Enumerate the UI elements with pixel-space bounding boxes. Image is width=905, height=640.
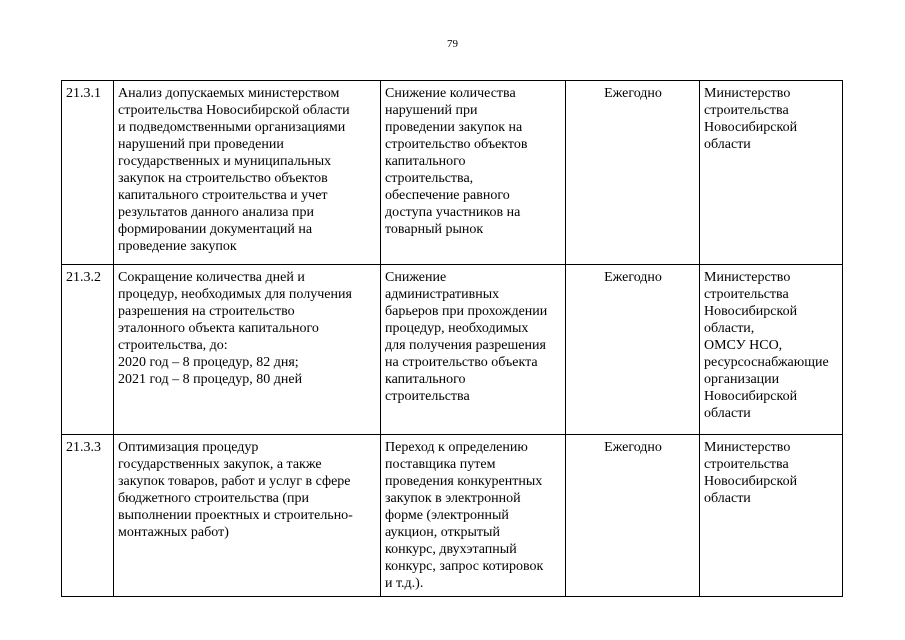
expected-result-line: конкурс, двухэтапный — [385, 542, 517, 557]
expected-result-line: строительства, — [385, 171, 474, 186]
responsible-party-line: области — [704, 491, 751, 506]
expected-result-line: на строительство объекта — [385, 355, 538, 370]
action-description-line: закупок товаров, работ и услуг в сфере — [118, 474, 351, 489]
table-row — [62, 265, 843, 435]
responsible-party-line: области, — [704, 321, 755, 336]
responsible-party-line: Министерство — [704, 270, 791, 285]
execution-term: Ежегодно — [566, 265, 700, 435]
expected-result-line: Снижение количества — [385, 86, 516, 101]
expected-result — [381, 435, 566, 597]
action-description — [114, 435, 381, 597]
responsible-party-line: строительства — [704, 103, 789, 118]
execution-term: Ежегодно — [566, 81, 700, 265]
expected-result-line: и т.д.). — [385, 576, 424, 591]
action-description-line: проведение закупок — [118, 239, 237, 254]
responsible-party-line: ресурсоснабжающие — [704, 355, 829, 370]
action-description-line: 2021 год – 8 процедур, 80 дней — [118, 372, 303, 387]
action-description-line: Анализ допускаемых министерством — [118, 86, 340, 101]
expected-result-line: процедур, необходимых — [385, 321, 529, 336]
action-description-line: и подведомственными организациями — [118, 120, 346, 135]
expected-result-line: поставщика путем — [385, 457, 496, 472]
table-row — [62, 435, 843, 597]
action-description-line: процедур, необходимых для получения — [118, 287, 352, 302]
expected-result-line: закупок в электронной — [385, 491, 521, 506]
action-description-line: государственных закупок, а также — [118, 457, 322, 472]
expected-result-line: проведении закупок на — [385, 120, 523, 135]
page-number: 79 — [447, 38, 458, 50]
measures-table — [61, 80, 843, 597]
responsible-party-line: организации — [704, 372, 780, 387]
responsible-party-line: области — [704, 137, 751, 152]
responsible-party-line: строительства — [704, 457, 789, 472]
expected-result-line: конкурс, запрос котировок — [385, 559, 544, 574]
expected-result-line: капитального — [385, 154, 466, 169]
action-description-line: строительства, до: — [118, 338, 228, 353]
item-number: 21.3.3 — [62, 435, 114, 597]
action-description-line: бюджетного строительства (при — [118, 491, 310, 506]
responsible-party-line: Новосибирской — [704, 120, 798, 135]
action-description-line: эталонного объекта капитального — [118, 321, 319, 336]
action-description-line: нарушений при проведении — [118, 137, 284, 152]
action-description-line: формировании документаций на — [118, 222, 313, 237]
expected-result-line: аукцион, открытый — [385, 525, 500, 540]
item-number: 21.3.1 — [62, 81, 114, 265]
action-description-line: Сокращение количества дней и — [118, 270, 305, 285]
responsible-party-line: Новосибирской — [704, 389, 798, 404]
expected-result-line: проведения конкурентных — [385, 474, 543, 489]
responsible-party-line: Новосибирской — [704, 474, 798, 489]
action-description-line: монтажных работ) — [118, 525, 229, 540]
responsible-party-line: Новосибирской — [704, 304, 798, 319]
responsible-party-line: ОМСУ НСО, — [704, 338, 783, 353]
action-description — [114, 81, 381, 265]
expected-result-line: Снижение — [385, 270, 447, 285]
expected-result — [381, 265, 566, 435]
table-row — [62, 81, 843, 265]
action-description-line: государственных и муниципальных — [118, 154, 332, 169]
action-description-line: Оптимизация процедур — [118, 440, 259, 455]
expected-result-line: строительство объектов — [385, 137, 528, 152]
expected-result-line: строительства — [385, 389, 470, 404]
expected-result-line: форме (электронный — [385, 508, 509, 523]
expected-result-line: административных — [385, 287, 500, 302]
action-description-line: капитального строительства и учет — [118, 188, 328, 203]
expected-result — [381, 81, 566, 265]
expected-result-line: капитального — [385, 372, 466, 387]
responsible-party-line: Министерство — [704, 440, 791, 455]
action-description-line: выполнении проектных и строительно- — [118, 508, 353, 523]
expected-result-line: товарный рынок — [385, 222, 484, 237]
responsible-party — [700, 435, 843, 597]
responsible-party — [700, 265, 843, 435]
expected-result-line: барьеров при прохождении — [385, 304, 548, 319]
action-description — [114, 265, 381, 435]
responsible-party — [700, 81, 843, 265]
expected-result-line: для получения разрешения — [385, 338, 546, 353]
expected-result-line: Переход к определению — [385, 440, 528, 455]
item-number: 21.3.2 — [62, 265, 114, 435]
expected-result-line: нарушений при — [385, 103, 478, 118]
responsible-party-line: Министерство — [704, 86, 791, 101]
expected-result-line: обеспечение равного — [385, 188, 510, 203]
expected-result-line: доступа участников на — [385, 205, 521, 220]
action-description-line: результатов данного анализа при — [118, 205, 314, 220]
action-description-line: 2020 год – 8 процедур, 82 дня; — [118, 355, 299, 370]
responsible-party-line: области — [704, 406, 751, 421]
action-description-line: разрешения на строительство — [118, 304, 295, 319]
responsible-party-line: строительства — [704, 287, 789, 302]
execution-term: Ежегодно — [566, 435, 700, 597]
action-description-line: закупок на строительство объектов — [118, 171, 328, 186]
action-description-line: строительства Новосибирской области — [118, 103, 350, 118]
